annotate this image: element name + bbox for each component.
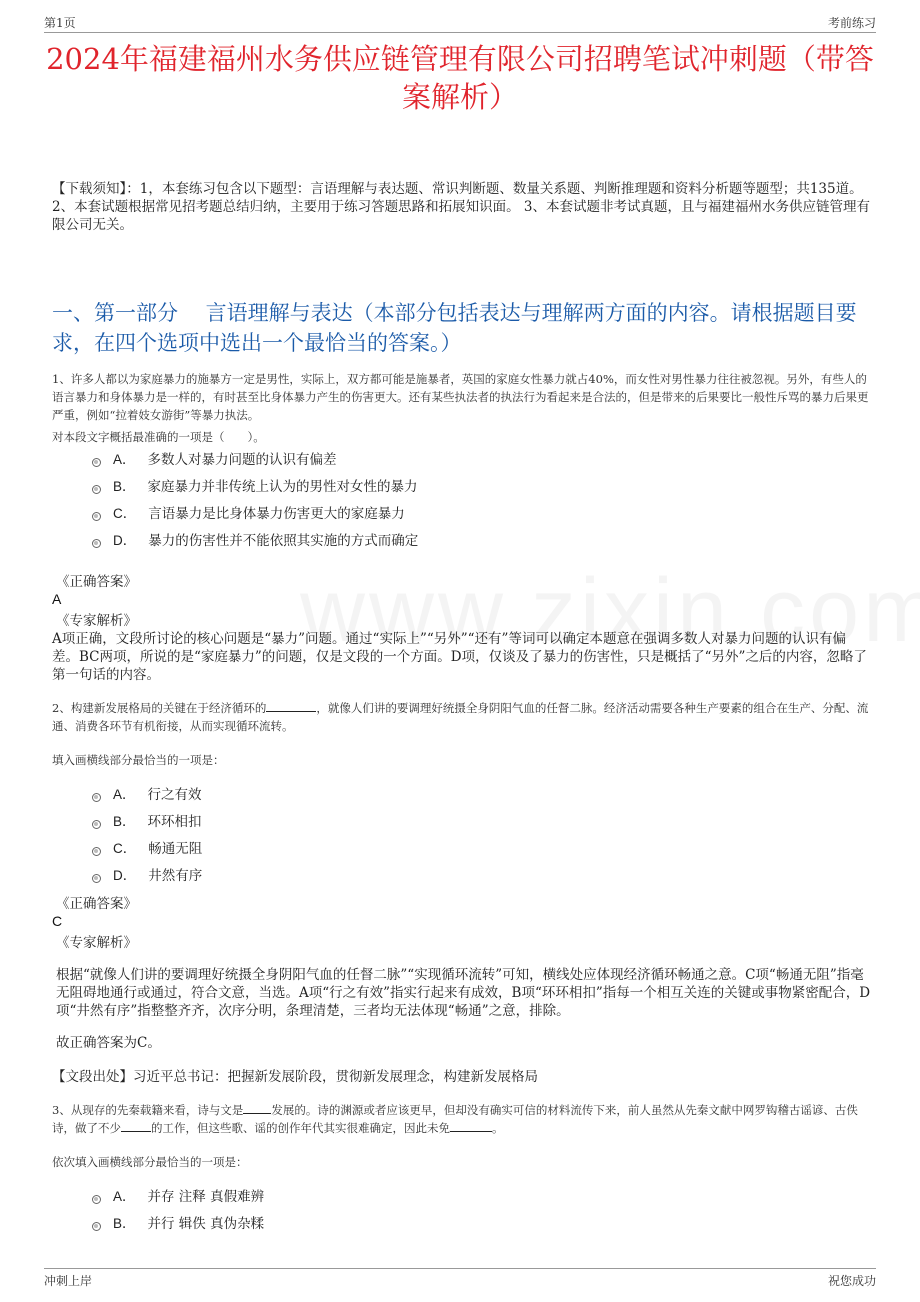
radio-icon[interactable]: [92, 820, 101, 829]
footer-right: 祝您成功: [827, 1274, 876, 1288]
option-text: 畅通无阻: [148, 841, 203, 857]
option-letter: A．: [113, 1189, 136, 1204]
option-text: 环环相扣: [147, 814, 202, 830]
question-2-answer-label: 《正确答案》: [56, 896, 137, 912]
question-1-ask: 对本段文字概括最准确的一项是（ ）。: [52, 430, 265, 444]
question-2-option-b[interactable]: [92, 813, 202, 831]
question-2-option-d[interactable]: [92, 867, 202, 885]
option-letter: D．: [113, 533, 137, 548]
option-letter: A．: [113, 787, 136, 802]
question-2-stem: [52, 699, 872, 735]
radio-icon[interactable]: [92, 539, 101, 548]
option-letter: C．: [113, 841, 137, 856]
option-text: 并存 注释 真假难辨: [147, 1189, 265, 1205]
option-text: 井然有序: [148, 868, 203, 884]
question-1-option-b[interactable]: [92, 478, 418, 496]
footer-divider: [44, 1268, 876, 1269]
option-letter: B．: [113, 1216, 136, 1231]
question-1-stem: 1、许多人都以为家庭暴力的施暴方一定是男性，实际上，双方都可能是施暴者，英国的家庭女性暴力就占40%，而女性对男性暴力往往被忽视。另外，有些人的语言暴力和身体暴力是一样的，有时甚至比身体暴力产生的伤害更大。还有某些执法者的执法行为看起来是合法的，但是带来的后果要比一般性斥骂的暴力后果更严重，例如“拉着妓女游街”等暴力执法。: [52, 372, 869, 422]
question-1-analysis-label: 《专家解析》: [56, 613, 137, 629]
stem-part: 。: [492, 1121, 504, 1135]
question-3-option-a[interactable]: [92, 1188, 264, 1206]
section-heading: 一、第一部分 言语理解与表达（本部分包括表达与理解两方面的内容。请根据题目要求，在四个选项中选出一个最恰当的答案。）: [52, 301, 857, 355]
question-2-option-a[interactable]: [92, 786, 202, 804]
option-text: 家庭暴力并非传统上认为的男性对女性的暴力: [147, 479, 418, 495]
stem-part: 的工作，但这些歌、谣的创作年代其实很难确定，因此未免: [151, 1121, 450, 1135]
question-3-ask: 依次填入画横线部分最恰当的一项是：: [52, 1155, 248, 1169]
option-letter: D．: [113, 868, 137, 883]
fill-blank: [266, 711, 316, 712]
radio-icon[interactable]: [92, 793, 101, 802]
radio-icon[interactable]: [92, 1222, 101, 1231]
document-title: 2024年福建福州水务供应链管理有限公司招聘笔试冲刺题（带答案解析）: [46, 42, 874, 114]
option-letter: C．: [113, 506, 137, 521]
question-1-analysis: A项正确，文段所讨论的核心问题是“暴力”问题。通过“实际上”“另外”“还有”等词可以确定本题意在强调多数人对暴力问题的认识有偏差。BC两项，所说的是“家庭暴力”的问题，仅是文段的一个方面。D项，仅谈及了暴力的伤害性，只是概括了“另外”之后的内容，忽略了第一句话的内容。: [52, 631, 867, 683]
question-1-answer-label: 《正确答案》: [56, 574, 137, 590]
option-letter: A．: [113, 452, 136, 467]
radio-icon[interactable]: [92, 874, 101, 883]
question-1-option-a[interactable]: [92, 451, 337, 469]
question-2-conclusion: 故正确答案为C。: [56, 1035, 161, 1051]
question-3-stem: [52, 1101, 872, 1137]
question-1-option-c[interactable]: [92, 505, 405, 523]
radio-icon[interactable]: [92, 485, 101, 494]
option-text: 暴力的伤害性并不能依照其实施的方式而确定: [148, 533, 419, 549]
stem-part: 3、从现存的先秦载籍来看，诗与文是: [52, 1103, 244, 1117]
option-text: 多数人对暴力问题的认识有偏差: [147, 452, 337, 468]
stem-part: 2、构建新发展格局的关键在于经济循环的: [52, 701, 267, 715]
fill-blank: [450, 1131, 492, 1132]
question-1-answer: A: [52, 591, 62, 607]
question-1-option-d[interactable]: [92, 532, 418, 550]
option-letter: B．: [113, 479, 136, 494]
radio-icon[interactable]: [92, 512, 101, 521]
option-text: 并行 辑佚 真伪杂糅: [147, 1216, 265, 1232]
fill-blank: [243, 1113, 271, 1114]
stem-part: 发展的。诗的渊源或者应该更早，但却没有确实可信的材料流传下来，前人虽然从先秦文献中网罗钩稽古谣谚、古佚诗，做了不少: [52, 1103, 858, 1135]
radio-icon[interactable]: [92, 1195, 101, 1204]
radio-icon[interactable]: [92, 847, 101, 856]
question-2-answer: C: [52, 913, 63, 929]
page-number: 第1页: [44, 16, 76, 30]
radio-icon[interactable]: [92, 458, 101, 467]
question-2-source: 【文段出处】习近平总书记：把握新发展阶段，贯彻新发展理念，构建新发展格局: [52, 1069, 538, 1085]
question-2-analysis-label: 《专家解析》: [56, 935, 137, 951]
header-label: 考前练习: [827, 16, 876, 30]
option-text: 言语暴力是比身体暴力伤害更大的家庭暴力: [148, 506, 405, 522]
fill-blank: [121, 1131, 151, 1132]
question-2-ask: 填入画横线部分最恰当的一项是：: [52, 753, 225, 767]
header-divider: [44, 32, 876, 33]
option-text: 行之有效: [147, 787, 202, 803]
stem-part: ，就像人们讲的要调理好统摄全身阴阳气血的任督二脉。经济活动需要各种生产要素的组合在生产、分配、流通、消费各环节有机衔接，从而实现循环流转。: [52, 701, 869, 733]
question-2-analysis: 根据“就像人们讲的要调理好统摄全身阴阳气血的任督二脉”“实现循环流转”可知，横线处应体现经济循环畅通之意。C项“畅通无阻”指毫无阻碍地通行或通过，符合文意，当选。A项“行之有效”指实行起来有成效，B项“环环相扣”指每一个相互关连的关键或事物紧密配合，D项“井然有序”指整整齐齐，次序分明，条理清楚，三者均无法体现“畅通”之意，排除。: [56, 967, 871, 1019]
question-2-option-c[interactable]: [92, 840, 202, 858]
question-3-option-b[interactable]: [92, 1215, 264, 1233]
option-letter: B．: [113, 814, 136, 829]
footer-left: 冲刺上岸: [44, 1274, 93, 1288]
download-notice: 【下载须知】：1，本套练习包含以下题型：言语理解与表达题、常识判断题、数量关系题、判断推理题和资料分析题等题型；共135道。 2、本套试题根据常见招考题总结归纳，主要用于练习答题思路和拓展知识面。 3、本套试题非考试真题，且与福建福州水务供应链管理有限公司无关。: [52, 181, 870, 233]
